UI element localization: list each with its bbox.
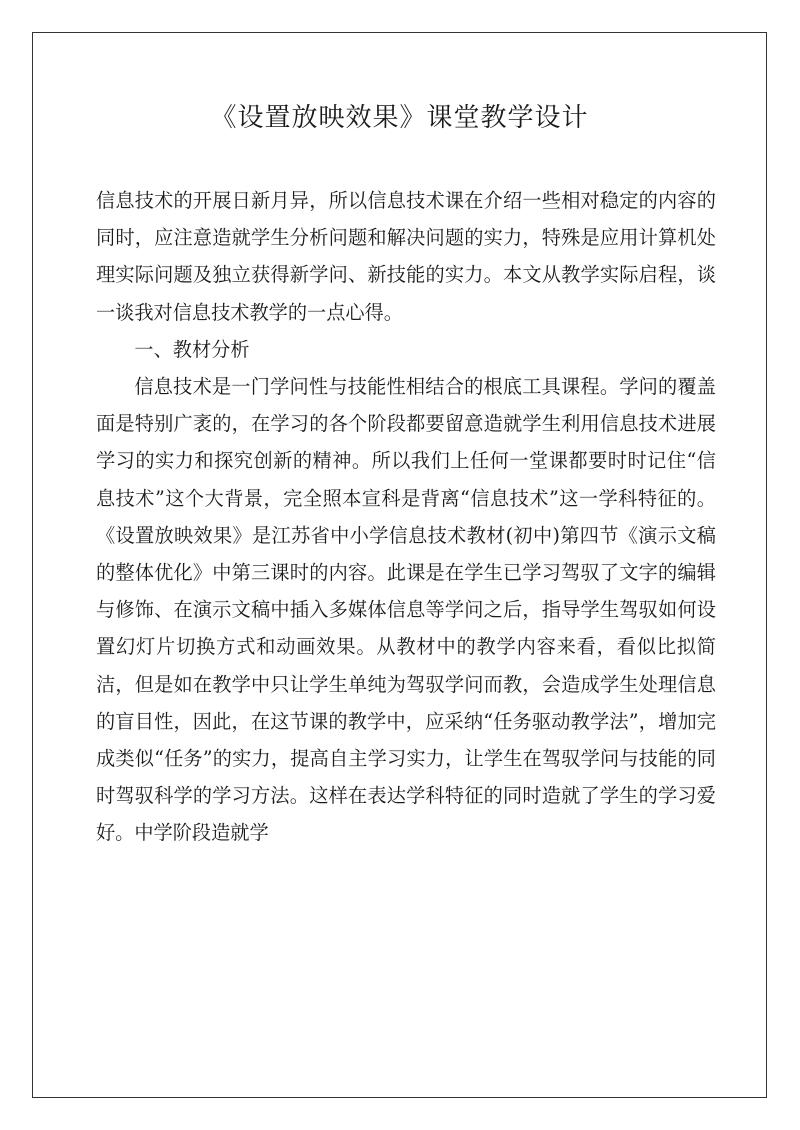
document-body <box>96 182 716 852</box>
document-title: 《设置放映效果》课堂教学设计 <box>210 103 589 133</box>
section-heading: 一、教材分析 <box>134 337 250 361</box>
intro-paragraph: 信息技术的开展日新月异，所以信息技术课在介绍一些相对稳定的内容的同时，应注意造就学生分析问题和解决问题的实力，特殊是应用计算机处理实际问题及独立获得新学问、新技能的实力。本文从教学实际启程，谈一谈我对信息技术教学的一点心得。 <box>96 189 716 324</box>
section-paragraph: 信息技术是一门学问性与技能性相结合的根底工具课程。学问的覆盖面是特别广袤的，在学习的各个阶段都要留意造就学生利用信息技术进展学习的实力和探究创新的精神。所以我们上任何一堂课都要时时记住“信息技术”这个大背景，完全照本宣科是背离“信息技术”这一学科特征的。《设置放映效果》是江苏省中小学信息技术教材(初中)第四节《演示文稿的整体优化》中第三课时的内容。此课是在学生已学习驾驭了文字的编辑与修饰、在演示文稿中插入多媒体信息等学问之后，指导学生驾驭如何设置幻灯片切换方式和动画效果。从教材中的教学内容来看，看似比拟简洁，但是如在教学中只让学生单纯为驾驭学问而教，会造成学生处理信息的盲目性，因此，在这节课的教学中，应采纳“任务驱动教学法”，增加完成类似“任务”的实力，提高自主学习实力，让学生在驾驭学问与技能的同时驾驭科学的学习方法。这样在表达学科特征的同时造就了学生的学习爱好。中学阶段造就学 <box>96 375 716 845</box>
